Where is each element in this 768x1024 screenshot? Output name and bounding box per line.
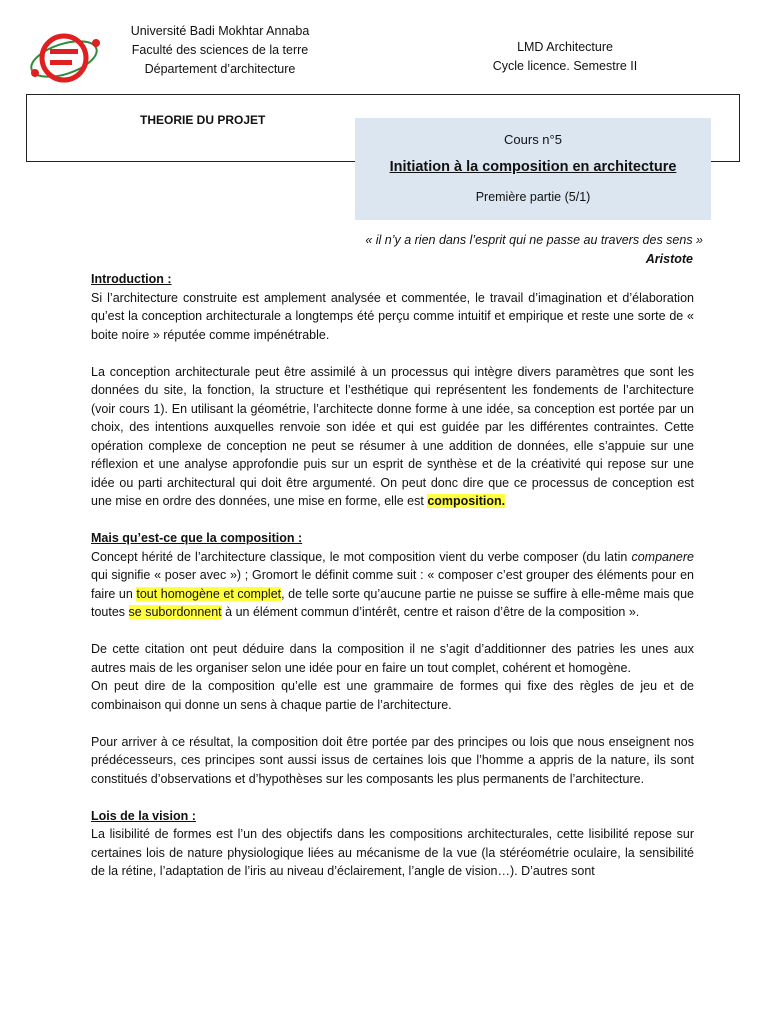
program-name: LMD Architecture (517, 40, 613, 54)
program-info (470, 38, 660, 76)
document-body (91, 270, 694, 881)
composition-p1-d: à un élément commun d’intérêt, centre et raison d’être de la composition ». (221, 605, 640, 619)
subject-title: THEORIE DU PROJET (140, 113, 266, 127)
university-info (110, 22, 330, 79)
vision-heading: Lois de la vision : (91, 808, 196, 823)
university-logo (26, 27, 108, 89)
cycle-name: Cycle licence. Semestre II (492, 59, 638, 73)
vision-paragraph-1: La lisibilité de formes est l’un des objectifs dans les compositions architecturales, cette lisibilité repose sur certaines lois de nature physiologique liées au mécanisme de la vue (la stéréométrie oculaire, la sensibilité de la rétine, l’adaptation de l’iris au niveau d’éclairement, l’angle de vision…). D’autres sont (91, 827, 694, 878)
epigraph-quote: « il n’y a rien dans l’esprit qui ne passe au travers des sens » (365, 233, 703, 247)
composition-paragraph-3: On peut dire de la composition qu’elle est une grammaire de formes qui fixe des règles de jeu et de combinaison qui donne un sens à chaque partie de l’architecture. (91, 679, 694, 712)
department-name: Département d’architecture (144, 62, 296, 76)
intro-paragraph-2-text: La conception architecturale peut être assimilé à un processus qui intègre divers paramètres que sont les données du site, la fonction, la structure et l’esthétique qui représentent les fondements de l’architecture (voir cours 1). En utilisant la géométrie, l’architecte donne forme à une idée, sa conception est portée par un choix, des intentions auxquelles renvoie son idée et qui est guidée par les différentes contraintes. Cette opération complexe de conception ne peut se résumer à une addition de données, elle s’appuie sur une réflexion et une analyse approfondie puis sur un esprit de synthèse et de la créativité qui repose sur une idée ou parti architectural qui doit être argumenté. On peut donc dire que ce processus de conception est une mise en ordre des données, une mise en forme, elle est (91, 364, 694, 508)
composition-p1-a: Concept hérité de l’architecture classique, le mot composition vient du verbe composer (du latin (91, 549, 632, 564)
university-name: Université Badi Mokhtar Annaba (130, 24, 310, 38)
highlight-composition: composition. (427, 494, 506, 508)
composition-p1-c: , de telle sorte qu’aucune partie ne puisse se suffire à elle-même mais que toutes (91, 586, 695, 619)
course-title: Initiation à la composition en architecture (389, 159, 677, 175)
latin-word: companere (631, 549, 694, 564)
course-part: Première partie (5/1) (475, 190, 591, 204)
composition-heading: Mais qu’est-ce que la composition : (91, 531, 303, 545)
composition-paragraph-4: Pour arriver à ce résultat, la composition doit être portée par des principes ou lois que nous enseignent nos prédécesseurs, ces principes sont aussi issus de certaines lois que l’homme a appris de la nature, ils sont constitués d’observations et d’hypothèses sur les composants les plus permanents de l’architecture. (91, 734, 694, 786)
highlight-subordonnent: se subordonnent (128, 605, 222, 619)
course-number: Cours n°5 (504, 132, 562, 147)
faculty-name: Faculté des sciences de la terre (131, 43, 309, 57)
composition-paragraph-1 (91, 548, 694, 622)
intro-heading: Introduction : (91, 272, 172, 286)
course-box (355, 118, 711, 220)
intro-paragraph-2 (91, 363, 694, 511)
composition-p1-b: qui signifie « poser avec ») ; Gromort le définit comme suit : « composer c’est grouper des éléments pour en faire un (91, 568, 694, 601)
highlight-tout-homogene: tout homogène et complet (136, 586, 282, 601)
composition-paragraph-2: De cette citation ont peut déduire dans la composition il ne s’agit d’additionner des patries les unes aux autres mais de les organiser selon une idée pour en faire un tout complet, cohérent et homogène. (91, 642, 694, 675)
epigraph-author: Aristote (645, 252, 693, 266)
intro-paragraph-1: Si l’architecture construite est amplement analysée et commentée, le travail d’imagination et d’élaboration qu’est la conception architecturale a longtemps été perçu comme intuitif et empirique et reste une sorte de « boite noire » réputée comme impénétrable. (91, 290, 694, 342)
